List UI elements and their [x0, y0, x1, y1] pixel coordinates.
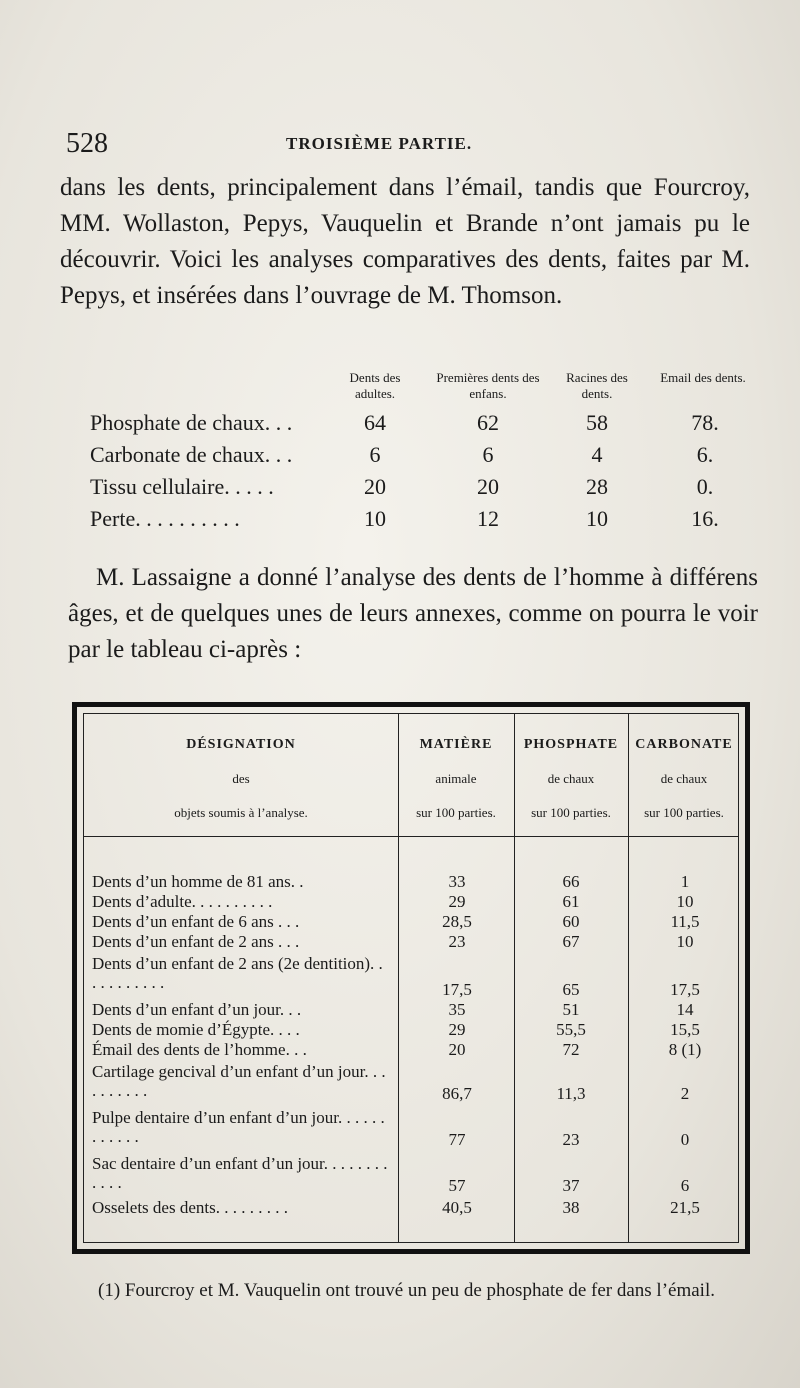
cell-carbonate: 1 [680, 872, 690, 891]
row-label: Sac dentaire d’un enfant d’un jour. . . . . . . . . . . . [92, 1154, 388, 1192]
cell-carbonate: 8 (1) [668, 1040, 702, 1059]
cell-carbonate: 17,5 [670, 980, 700, 999]
row-label: Cartilage gencival d’un enfant d’un jour. . . . . . . . . . [92, 1062, 386, 1100]
row-label: Dents d’un enfant de 2 ans (2e dentition). . . . . . . . . . . [92, 954, 383, 992]
row-label: Dents d’un enfant d’un jour. . . [92, 1000, 302, 1019]
col-header-enamel: Email des dents. [660, 370, 746, 385]
cell-value: 28 [586, 474, 608, 499]
header-unit: sur 100 parties. [644, 805, 724, 820]
row-label: Phosphate de chaux. . . [90, 410, 293, 435]
cell-phosphate: 37 [562, 1176, 580, 1195]
cell-phosphate: 65 [562, 980, 580, 999]
cell-value: 58 [586, 410, 608, 435]
header-unit: sur 100 parties. [416, 805, 496, 820]
cell-animal: 29 [448, 892, 466, 911]
table-row [90, 474, 750, 506]
header-title: CARBONATE [635, 737, 733, 752]
cell-animal: 86,7 [442, 1084, 472, 1103]
lassaigne-analysis-table [72, 702, 750, 1254]
cell-animal: 40,5 [442, 1198, 472, 1217]
row-label: Dents de momie d’Égypte. . . . [92, 1020, 300, 1039]
header-divider [84, 836, 738, 837]
cell-phosphate: 66 [562, 872, 580, 891]
header-title: DÉSIGNATION [186, 737, 296, 752]
row-label: Dents d’un enfant de 2 ans . . . [92, 932, 300, 951]
cell-phosphate: 67 [562, 932, 580, 951]
table-row [90, 442, 750, 474]
cell-carbonate: 15,5 [670, 1020, 700, 1039]
cell-animal: 29 [448, 1020, 466, 1039]
table-inner-frame [83, 713, 739, 1243]
header-designation [84, 728, 398, 830]
cell-phosphate: 55,5 [556, 1020, 586, 1039]
cell-phosphate: 72 [562, 1040, 580, 1059]
col-header-adults: Dents des adultes. [349, 370, 401, 401]
cell-animal: 17,5 [442, 980, 472, 999]
cell-value: 64 [364, 410, 386, 435]
header-carbonate [628, 728, 740, 830]
cell-phosphate: 38 [562, 1198, 580, 1217]
cell-value: 0. [696, 474, 714, 499]
cell-value: 6. [696, 442, 714, 467]
table-row [90, 410, 750, 442]
header-subtitle: animale [435, 771, 477, 786]
row-label: Pulpe dentaire d’un enfant d’un jour. . . . . . . . . . . . [92, 1108, 385, 1146]
header-animal-matter [398, 728, 514, 830]
header-title: PHOSPHATE [523, 737, 619, 752]
footnote: (1) Fourcroy et M. Vauquelin ont trouvé un peu de phosphate de fer dans l’émail. [98, 1280, 715, 1301]
row-label: Carbonate de chaux. . . [90, 442, 293, 467]
col-header-first-teeth: Premières dents des enfans. [436, 370, 540, 401]
cell-animal: 20 [448, 1040, 466, 1059]
cell-value: 20 [477, 474, 499, 499]
cell-animal: 35 [448, 1000, 466, 1019]
header-phosphate [514, 728, 628, 830]
cell-value: 4 [591, 442, 603, 467]
cell-value: 62 [477, 410, 499, 435]
row-label: Émail des dents de l’homme. . . [92, 1040, 307, 1059]
header-subtitle: de chaux [547, 771, 595, 786]
cell-value: 16. [691, 506, 719, 531]
cell-carbonate: 2 [680, 1084, 690, 1103]
row-label: Perte. . . . . . . . . . [90, 506, 240, 531]
cell-phosphate: 61 [562, 892, 580, 911]
cell-carbonate: 21,5 [670, 1198, 700, 1217]
table-row [90, 506, 750, 538]
cell-carbonate: 11,5 [670, 912, 700, 931]
row-label: Dents d’un enfant de 6 ans . . . [92, 912, 300, 931]
row-label: Dents d’un homme de 81 ans. . [92, 872, 304, 891]
header-subtitle: de chaux [660, 771, 708, 786]
col-header-roots: Racines des dents. [566, 370, 628, 401]
header-subtitle: des [232, 771, 250, 786]
cell-phosphate: 11,3 [556, 1084, 586, 1103]
row-label: Tissu cellulaire. . . . . [90, 474, 274, 499]
cell-carbonate: 14 [676, 1000, 694, 1019]
paragraph-intro: dans les dents, principalement dans l’émail, tandis que Fourcroy, MM. Wollaston, Pepys, Vauquelin et Brande n’ont jamais pu le découvrir. Voici les analyses comparatives des dents, faites par M. Pepys, et insérées dans l’ouvrage de M. Thomson. [60, 174, 750, 309]
page-number: 528 [66, 128, 108, 159]
cell-value: 10 [586, 506, 608, 531]
cell-animal: 57 [448, 1176, 466, 1195]
header-unit: sur 100 parties. [531, 805, 611, 820]
cell-value: 20 [364, 474, 386, 499]
cell-value: 6 [369, 442, 381, 467]
cell-value: 78. [691, 410, 719, 435]
cell-phosphate: 60 [562, 912, 580, 931]
cell-animal: 23 [448, 932, 466, 951]
cell-animal: 28,5 [442, 912, 472, 931]
cell-value: 10 [364, 506, 386, 531]
cell-phosphate: 23 [562, 1130, 580, 1149]
cell-phosphate: 51 [562, 1000, 580, 1019]
cell-value: 6 [482, 442, 494, 467]
page-header [66, 128, 756, 164]
cell-carbonate: 6 [680, 1176, 690, 1195]
header-unit: objets soumis à l’analyse. [174, 805, 308, 820]
cell-carbonate: 10 [676, 932, 694, 951]
running-head: TROISIÈME PARTIE. [286, 134, 473, 153]
cell-animal: 77 [448, 1130, 466, 1149]
paragraph-lassaigne: M. Lassaigne a donné l’analyse des dents de l’homme à différens âges, et de quelques unes de leurs annexes, comme on pourra le voir par le tableau ci-après : [68, 564, 758, 663]
cell-animal: 33 [448, 872, 466, 891]
cell-carbonate: 10 [676, 892, 694, 911]
row-label: Osselets des dents. . . . . . . . . [92, 1198, 288, 1217]
row-label: Dents d’adulte. . . . . . . . . . [92, 892, 273, 911]
cell-carbonate: 0 [680, 1130, 690, 1149]
header-title: MATIÈRE [419, 737, 493, 752]
cell-value: 12 [477, 506, 499, 531]
